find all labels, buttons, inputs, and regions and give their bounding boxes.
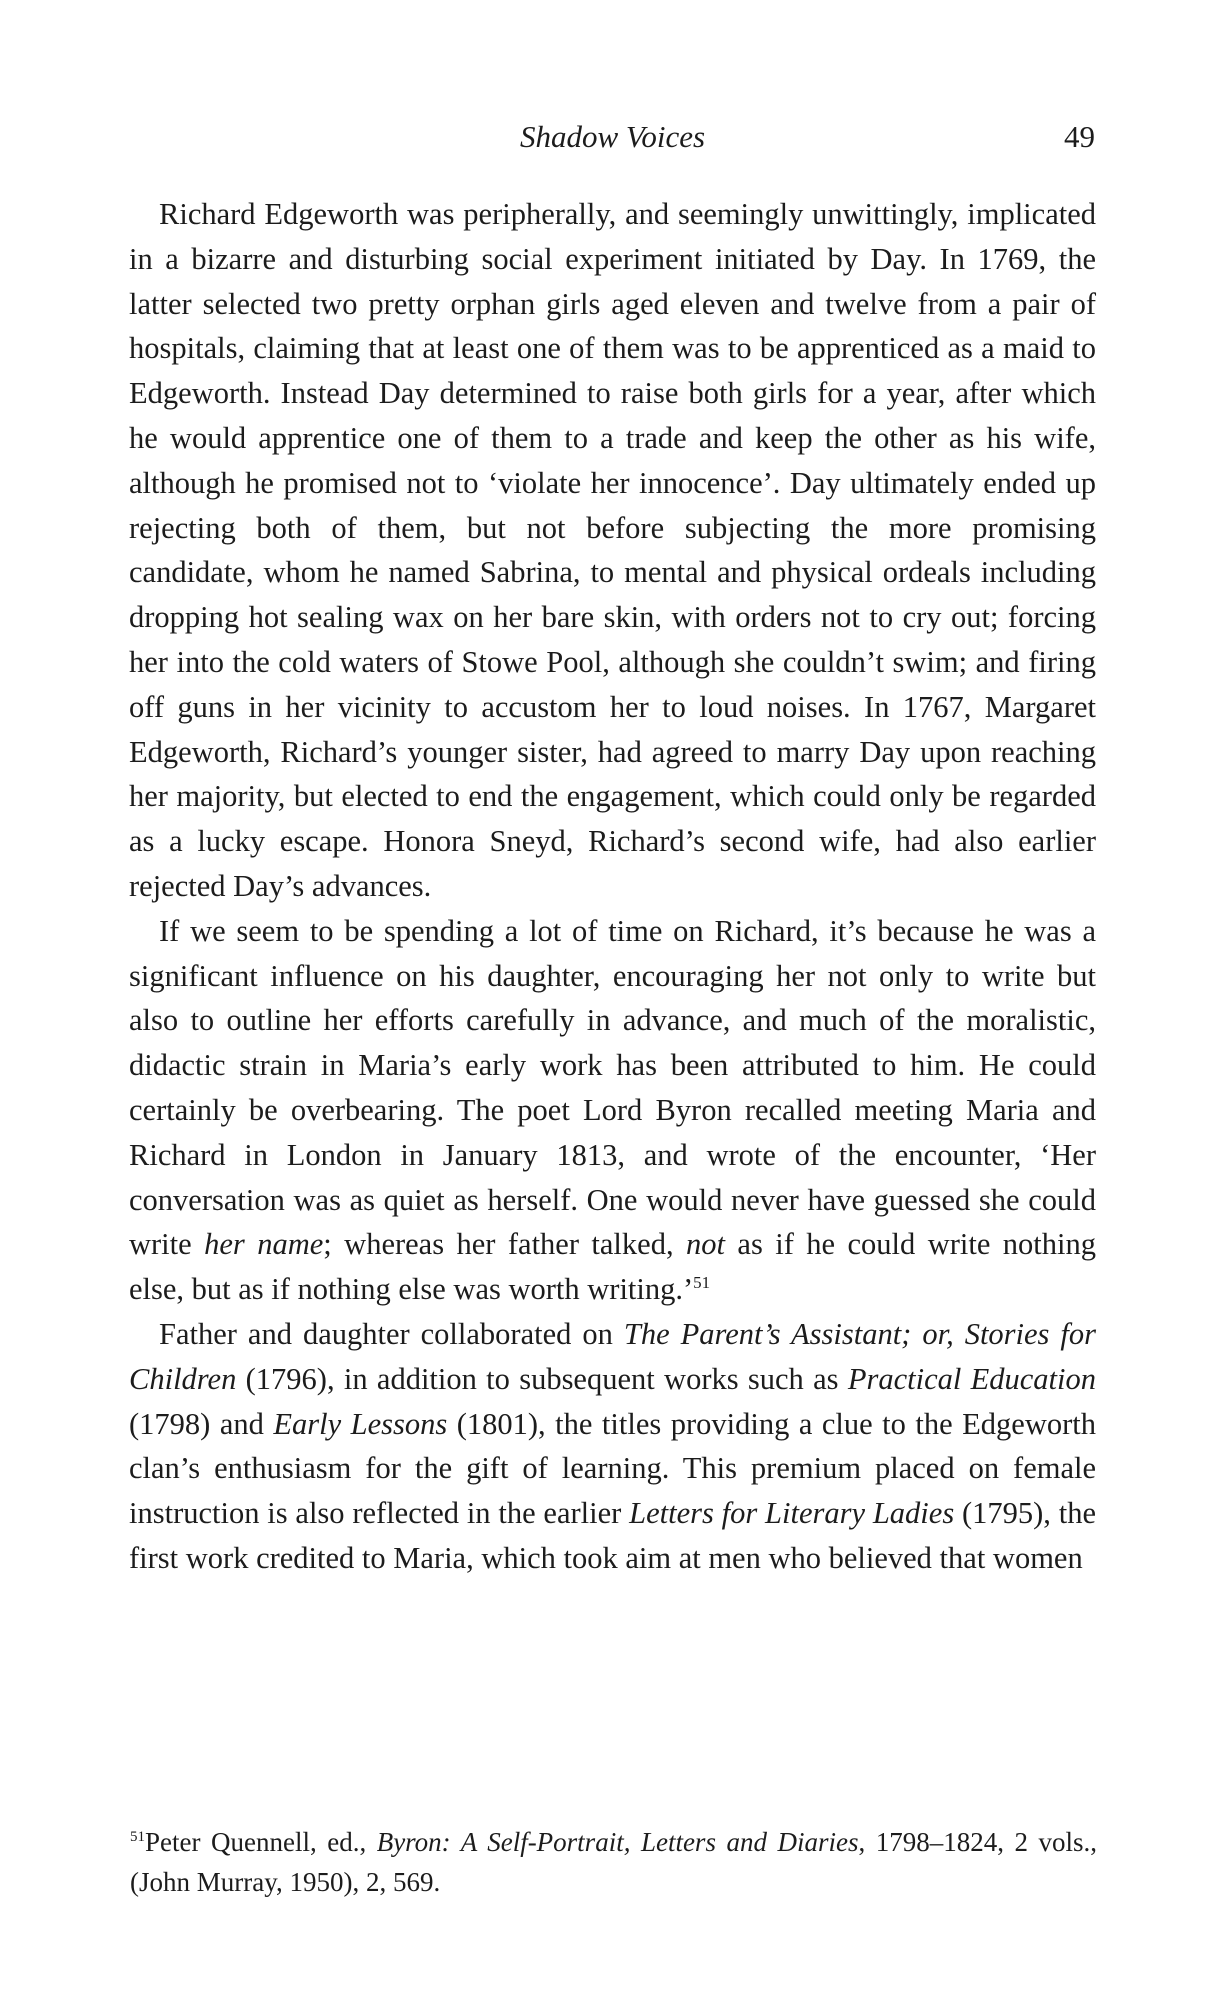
paragraph-2-text-b: ; whereas her father talked, bbox=[323, 1227, 686, 1262]
running-head bbox=[130, 112, 1095, 162]
title-parents-assistant: The Parent’s Assistant; or, Stories for Children bbox=[129, 1316, 1096, 1396]
paragraph-3-text-b: (1796), in addition to subsequent works such as bbox=[236, 1361, 848, 1396]
paragraph-2-text-c: as if he could write nothing else, but as if nothing else was worth writing.’ bbox=[129, 1227, 1097, 1307]
footnote-reference[interactable]: 51 bbox=[693, 1272, 711, 1292]
running-title: Shadow Voices bbox=[519, 119, 706, 154]
paragraph-1 bbox=[129, 192, 1096, 909]
footnote bbox=[130, 1822, 1097, 1902]
paragraph-3-text-e: (1795), the first work credited to Maria, which took aim at men who believed that women bbox=[129, 1496, 1097, 1575]
paragraph-3-text-d: (1801), the titles providing a clue to the Edgeworth clan’s enthusiasm for the gift of learning. This premium placed on female instruction is also reflected in the earlier bbox=[129, 1406, 1096, 1531]
footnote-text-b: , 1798–1824, 2 vols., (John Murray, 1950), 2, 569. bbox=[130, 1827, 1097, 1897]
footnote-mark: 51 bbox=[130, 1829, 145, 1845]
title-early-lessons: Early Lessons bbox=[273, 1406, 448, 1441]
page-number: 49 bbox=[1064, 119, 1095, 154]
paragraph-3 bbox=[129, 1312, 1096, 1581]
paragraph-3-text-a: Father and daughter collaborated on bbox=[159, 1316, 624, 1351]
italic-her-name: her name bbox=[204, 1227, 324, 1262]
paragraph-2 bbox=[129, 909, 1096, 1312]
title-practical-education: Practical Education bbox=[847, 1361, 1096, 1396]
italic-not: not bbox=[686, 1227, 725, 1262]
footnote-book-title: Byron: A Self-Portrait, Letters and Diaries bbox=[376, 1827, 859, 1857]
body-text bbox=[129, 192, 1096, 1581]
paragraph-1-text: Richard Edgeworth was peripherally, and seemingly unwittingly, implicated in a bizarre and disturbing social experiment initiated by Day. In 1769, the latter selected two pretty orphan girls aged eleven and twelve from a pair of hospitals, claiming that at least one of them was to be apprenticed as a maid to Edgeworth. Instead Day determined to raise both girls for a year, after which he would apprentice one of them to a trade and keep the other as his wife, although he promised not to ‘violate her innocence’. Day ultimately ended up rejecting both of them, but not before subjecting the more promising candidate, whom he named Sabrina, to mental and physical ordeals including dropping hot sealing wax on her bare skin, with orders not to cry out; forcing her into the cold waters of Stowe Pool, although she couldn’t swim; and firing off guns in her vicinity to accustom her to loud noises. In 1767, Margaret Edgeworth, Richard’s younger sister, had agreed to marry Day upon reaching her majority, but elected to end the engagement, which could only be regarded as a lucky escape. Honora Sneyd, Richard’s second wife, had also earlier rejected Day’s advances. bbox=[129, 197, 1096, 903]
footnote-text-a: Peter Quennell, ed., bbox=[145, 1827, 377, 1857]
paragraph-2-text-a: If we seem to be spending a lot of time on Richard, it’s because he was a significant influence on his daughter, encouraging her not only to write but also to outline her efforts carefully in advance, and much of the moralistic, didactic strain in Maria’s early work has been attributed to him. He could certainly be overbearing. The poet Lord Byron recalled meeting Maria and Richard in London in January 1813, and wrote of the encounter, ‘Her conversation was as quiet as herself. One would never have guessed she could write bbox=[129, 913, 1096, 1262]
paragraph-3-text-c: (1798) and bbox=[129, 1406, 274, 1441]
title-letters-literary-ladies: Letters for Literary Ladies bbox=[629, 1496, 955, 1531]
